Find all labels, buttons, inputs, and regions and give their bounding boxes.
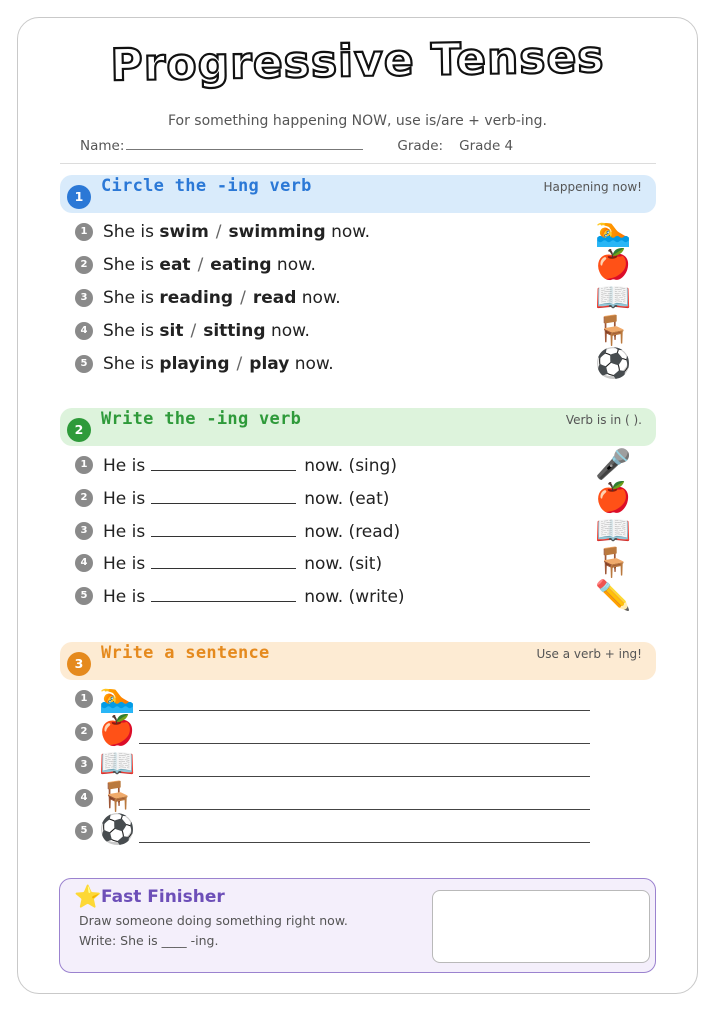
sentence-start: He is xyxy=(103,553,146,574)
exercise-row xyxy=(75,313,645,347)
writing-line[interactable] xyxy=(139,743,590,744)
answer-blank[interactable] xyxy=(151,586,296,602)
sentence-end: now. (sit) xyxy=(304,553,383,574)
item-number: 2 xyxy=(75,256,93,274)
item-number: 4 xyxy=(75,554,93,572)
exercise-row xyxy=(75,447,645,481)
choice-separator: / xyxy=(190,321,197,341)
sentence-end: now. xyxy=(271,255,316,275)
sentence xyxy=(103,354,334,374)
item-number: 1 xyxy=(75,223,93,241)
drawing-box[interactable] xyxy=(432,890,650,963)
apple-icon: 🍎 xyxy=(99,713,136,747)
item-number: 3 xyxy=(75,756,93,774)
choice-option-a[interactable]: sit xyxy=(159,321,184,341)
item-number: 1 xyxy=(75,690,93,708)
sentence-end: now. xyxy=(265,321,310,341)
sentence-start: She is xyxy=(103,222,160,242)
sentence-end: now. (write) xyxy=(304,586,405,607)
sentence xyxy=(103,553,382,574)
section-hint: Happening now! xyxy=(543,180,642,194)
sentence-start: He is xyxy=(103,521,146,542)
worksheet-subtitle: For something happening NOW, use is/are + verb-ing. xyxy=(167,113,548,129)
choice-separator: / xyxy=(240,288,246,308)
sentence xyxy=(103,321,310,341)
sentence-row xyxy=(75,779,595,813)
swimming-icon: 🏊 xyxy=(595,214,632,248)
item-number: 3 xyxy=(75,522,93,540)
choice-option-a[interactable]: eat xyxy=(159,255,191,275)
name-grade-row xyxy=(80,136,513,154)
choice-option-b[interactable]: sitting xyxy=(203,321,266,341)
sentence-row xyxy=(75,746,595,780)
apple-icon: 🍎 xyxy=(595,247,632,281)
chair-icon: 🪑 xyxy=(595,313,632,347)
section-heading: Write the -ing verb xyxy=(101,409,302,429)
sentence-start: He is xyxy=(103,488,146,509)
choice-separator: / xyxy=(197,255,204,275)
star-icon: ⭐ xyxy=(74,885,102,910)
answer-blank[interactable] xyxy=(151,488,296,504)
soccer-ball-icon: ⚽ xyxy=(595,346,632,380)
exercise-row xyxy=(75,480,645,514)
choice-option-b[interactable]: eating xyxy=(210,255,272,275)
sentence-end: now. xyxy=(325,222,371,242)
choice-option-a[interactable]: reading xyxy=(159,288,234,308)
exercise-row xyxy=(75,280,645,314)
grade-value: Grade 4 xyxy=(459,138,514,154)
item-number: 3 xyxy=(75,289,93,307)
sentence xyxy=(103,521,400,542)
choice-option-b[interactable]: play xyxy=(249,354,290,374)
sentence-row xyxy=(75,680,595,714)
name-field[interactable] xyxy=(126,136,363,150)
chair-icon: 🪑 xyxy=(595,545,632,579)
book-icon: 📖 xyxy=(595,513,632,547)
book-icon: 📖 xyxy=(595,280,632,314)
sentence-end: now. xyxy=(289,354,334,374)
sentence-row xyxy=(75,713,595,747)
item-number: 4 xyxy=(75,789,93,807)
fast-finisher-heading: Fast Finisher xyxy=(101,887,225,907)
swimming-icon: 🏊 xyxy=(99,680,136,714)
name-label: Name: xyxy=(80,138,125,154)
pencil-icon: ✏️ xyxy=(595,578,632,612)
item-number: 2 xyxy=(75,723,93,741)
sentence-end: now. xyxy=(296,288,341,308)
exercise-row xyxy=(75,214,645,248)
chair-icon: 🪑 xyxy=(99,779,136,813)
writing-line[interactable] xyxy=(139,809,590,810)
worksheet-title: Progressive Tenses xyxy=(110,31,605,92)
fast-finisher-box xyxy=(59,878,656,973)
section-3-header xyxy=(60,642,656,680)
sentence-row xyxy=(75,812,595,846)
sentence-start: She is xyxy=(103,321,160,341)
soccer-ball-icon: ⚽ xyxy=(99,812,136,846)
exercise-row xyxy=(75,247,645,281)
sentence-start: She is xyxy=(103,354,160,374)
section-1-header xyxy=(60,175,656,213)
grade-label: Grade: xyxy=(397,138,444,154)
apple-icon: 🍎 xyxy=(595,480,632,514)
choice-separator: / xyxy=(215,222,222,242)
sentence xyxy=(103,455,397,476)
sentence xyxy=(103,255,316,275)
section-heading: Write a sentence xyxy=(101,643,270,663)
fast-finisher-writing-prompt: Write: She is ____ -ing. xyxy=(79,933,219,948)
exercise-row xyxy=(75,346,645,380)
section-2-header xyxy=(60,408,656,446)
item-number: 2 xyxy=(75,489,93,507)
sentence xyxy=(103,586,405,607)
section-number-badge: 2 xyxy=(67,418,91,442)
item-number: 5 xyxy=(75,587,93,605)
sentence-start: He is xyxy=(103,455,146,476)
fast-finisher-instruction: Draw someone doing something right now. xyxy=(79,913,348,928)
section-number-badge: 1 xyxy=(67,185,91,209)
choice-separator: / xyxy=(236,354,243,374)
sentence xyxy=(103,222,370,242)
book-icon: 📖 xyxy=(99,746,136,780)
sentence-end: now. (sing) xyxy=(304,455,397,476)
sentence-start: He is xyxy=(103,586,146,607)
answer-blank[interactable] xyxy=(151,553,296,569)
choice-option-b[interactable]: read xyxy=(252,288,297,308)
section-hint: Use a verb + ing! xyxy=(536,647,642,661)
writing-line[interactable] xyxy=(139,776,590,777)
item-number: 5 xyxy=(75,355,93,373)
sentence-end: now. (eat) xyxy=(304,488,390,509)
section-heading: Circle the -ing verb xyxy=(101,176,312,196)
writing-line[interactable] xyxy=(139,710,590,711)
item-number: 4 xyxy=(75,322,93,340)
exercise-row xyxy=(75,513,645,547)
item-number: 1 xyxy=(75,456,93,474)
choice-option-a[interactable]: swim xyxy=(159,222,209,242)
sentence xyxy=(103,288,341,308)
choice-option-b[interactable]: swimming xyxy=(228,222,326,242)
sentence-end: now. (read) xyxy=(304,521,401,542)
sentence-start: She is xyxy=(103,288,160,308)
sentence-start: She is xyxy=(103,255,160,275)
answer-blank[interactable] xyxy=(151,521,296,537)
sentence xyxy=(103,488,389,509)
exercise-row xyxy=(75,545,645,579)
choice-option-a[interactable]: playing xyxy=(159,354,230,374)
header-divider xyxy=(60,163,656,164)
item-number: 5 xyxy=(75,822,93,840)
writing-line[interactable] xyxy=(139,842,590,843)
exercise-row xyxy=(75,578,645,612)
answer-blank[interactable] xyxy=(151,455,296,471)
section-number-badge: 3 xyxy=(67,652,91,676)
section-hint: Verb is in ( ). xyxy=(565,413,642,427)
microphone-icon: 🎤 xyxy=(595,447,632,481)
